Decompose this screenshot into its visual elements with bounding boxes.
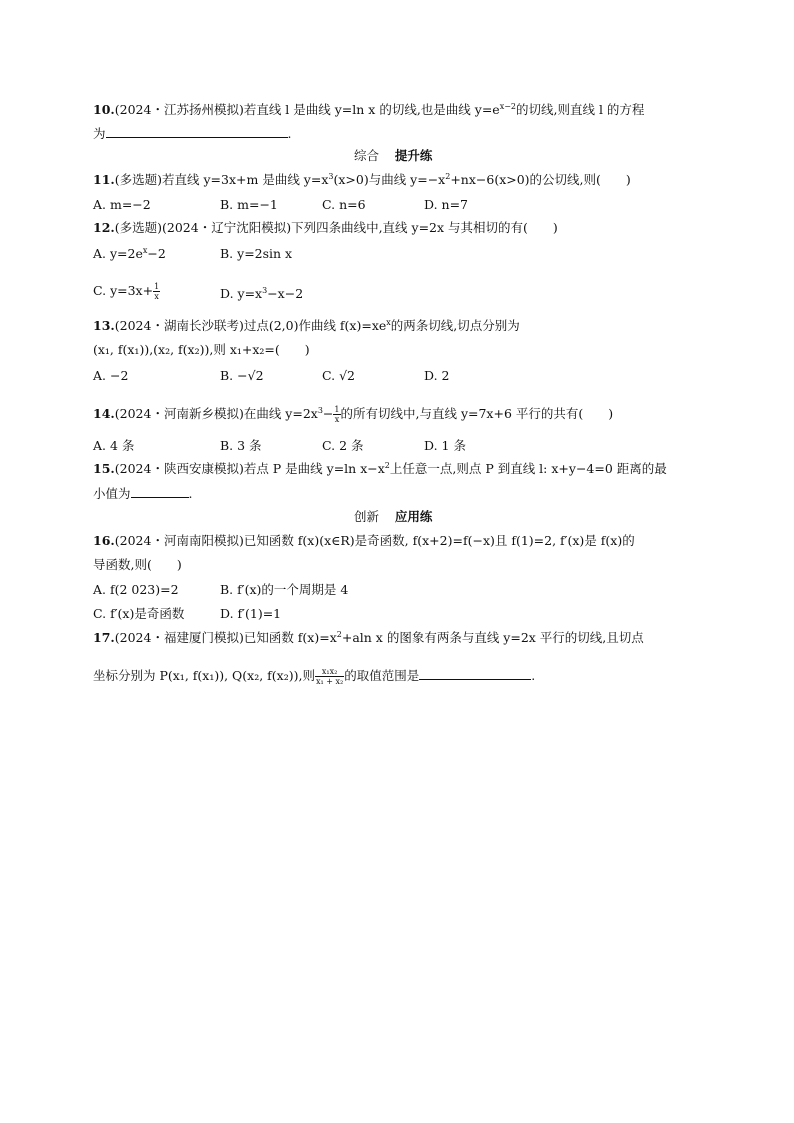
question-number: 12. (93, 220, 115, 235)
option-a[interactable]: A. m=−2 (93, 197, 151, 212)
question-text: . (188, 486, 193, 501)
fraction (315, 667, 344, 686)
question-text: 小值为 (93, 486, 131, 501)
option-b[interactable]: B. −√2 (220, 368, 264, 383)
question-text: 坐标分别为 P(x₁, f(x₁)), Q(x₂, f(x₂)),则 (93, 668, 315, 683)
question-15-line-1 (93, 461, 667, 477)
question-11 (93, 172, 631, 188)
option-text: C. y=3x+ (93, 283, 154, 298)
option-c[interactable]: C. n=6 (322, 197, 366, 212)
section-heading (354, 148, 432, 164)
question-text: − (322, 406, 334, 421)
superscript: x (386, 317, 391, 327)
section-heading-a: 综合 (354, 148, 380, 163)
superscript: 3 (317, 405, 323, 415)
question-number: 16. (93, 533, 115, 548)
option-b[interactable]: B. m=−1 (220, 197, 278, 212)
question-text: (2024・福建厦门模拟)已知函数 f(x)=x (114, 630, 337, 645)
question-text: (2024・湖南长沙联考)过点(2,0)作曲线 f(x)=xe (114, 318, 387, 333)
answer-blank[interactable] (106, 125, 288, 138)
option-d[interactable]: D. f′(1)=1 (220, 606, 282, 621)
option-a[interactable]: A. f(2 023)=2 (93, 582, 179, 597)
superscript: 3 (262, 285, 268, 295)
option-text: A. y=2e (93, 246, 143, 261)
question-text: (2024・河南南阳模拟)已知函数 f(x)(x∈R)是奇函数, f(x+2)=f(−x)且 f(1)=2, f′(x)是 f(x)的 (114, 533, 635, 548)
option-c[interactable]: C. √2 (322, 368, 355, 383)
option-d[interactable]: D. 1 条 (424, 438, 466, 453)
superscript: x−2 (499, 101, 517, 111)
option-b[interactable]: B. y=2sin x (220, 246, 293, 261)
question-16-line-1 (93, 533, 635, 549)
question-text: (多选题)若直线 y=3x+m 是曲线 y=x (114, 172, 329, 187)
option-d[interactable] (220, 286, 303, 302)
question-13-line-2: (x₁, f(x₁)),(x₂, f(x₂)),则 x₁+x₂=( ) (93, 342, 310, 357)
question-text: 的所有切线中,与直线 y=7x+6 平行的共有( ) (340, 406, 614, 421)
fraction (333, 405, 340, 424)
fraction-numerator: 1 (334, 405, 340, 414)
question-text: 为 (93, 126, 106, 141)
option-d[interactable]: D. 2 (424, 368, 450, 383)
fraction-denominator: x (334, 415, 340, 424)
question-number: 15. (93, 461, 115, 476)
question-text: (2024・陕西安康模拟)若点 P 是曲线 y=ln x−x (114, 461, 385, 476)
section-heading (354, 509, 432, 525)
option-a[interactable] (93, 246, 166, 262)
superscript: 2 (384, 460, 390, 470)
question-text: . (531, 668, 536, 683)
question-number: 11. (93, 172, 115, 187)
question-text: (2024・江苏扬州模拟)若直线 l 是曲线 y=ln x 的切线,也是曲线 y=e (114, 102, 500, 117)
option-b[interactable]: B. f′(x)的一个周期是 4 (220, 582, 349, 597)
answer-blank[interactable] (131, 485, 189, 498)
option-text: D. y=x (220, 286, 263, 301)
question-number: 13. (93, 318, 115, 333)
question-text: . (287, 126, 292, 141)
superscript: 2 (336, 629, 342, 639)
question-16-line-2: 导函数,则( ) (93, 557, 182, 572)
question-text: 上任意一点,则点 P 到直线 l: x+y−4=0 距离的最 (389, 461, 667, 476)
question-10-line-1 (93, 102, 644, 118)
question-number: 17. (93, 630, 115, 645)
question-text: 的取值范围是 (344, 668, 420, 683)
option-a[interactable]: A. −2 (93, 368, 129, 383)
answer-blank[interactable] (419, 667, 531, 680)
question-10-line-2 (93, 125, 292, 142)
option-c[interactable] (93, 282, 160, 301)
fraction-denominator: x₁ + x₂ (315, 677, 344, 686)
question-text: (多选题)(2024・辽宁沈阳模拟)下列四条曲线中,直线 y=2x 与其相切的有( ) (114, 220, 558, 235)
question-number: 14. (93, 406, 115, 421)
fraction-numerator: x₁x₂ (315, 667, 344, 677)
question-text: 的切线,则直线 l 的方程 (516, 102, 645, 117)
question-13-line-1 (93, 318, 520, 334)
option-c[interactable]: C. f′(x)是奇函数 (93, 606, 185, 621)
question-text: (x>0)与曲线 y=−x (333, 172, 446, 187)
question-text: 的两条切线,切点分别为 (390, 318, 520, 333)
option-b[interactable]: B. 3 条 (220, 438, 262, 453)
option-text: −x−2 (267, 286, 304, 301)
question-12 (93, 220, 558, 236)
option-c[interactable]: C. 2 条 (322, 438, 364, 453)
fraction (153, 282, 160, 301)
fraction-denominator: x (154, 292, 159, 301)
superscript: 3 (328, 171, 334, 181)
option-a[interactable]: A. 4 条 (93, 438, 135, 453)
superscript: 2 (445, 171, 451, 181)
option-text: −2 (147, 246, 166, 261)
section-heading-a: 创新 (354, 509, 380, 524)
fraction-numerator: 1 (154, 282, 160, 291)
question-15-line-2 (93, 485, 193, 502)
question-number: 10. (93, 102, 115, 117)
section-heading-b: 提升练 (394, 148, 433, 163)
section-heading-b: 应用练 (394, 509, 433, 524)
question-text: +aln x 的图象有两条与直线 y=2x 平行的切线,且切点 (341, 630, 644, 645)
question-17-line-1 (93, 630, 644, 646)
question-text: (2024・河南新乡模拟)在曲线 y=2x (114, 406, 318, 421)
question-14 (93, 405, 613, 424)
question-17-line-2 (93, 667, 535, 686)
superscript: x (142, 245, 148, 255)
option-d[interactable]: D. n=7 (424, 197, 469, 212)
question-text: +nx−6(x>0)的公切线,则( ) (450, 172, 631, 187)
